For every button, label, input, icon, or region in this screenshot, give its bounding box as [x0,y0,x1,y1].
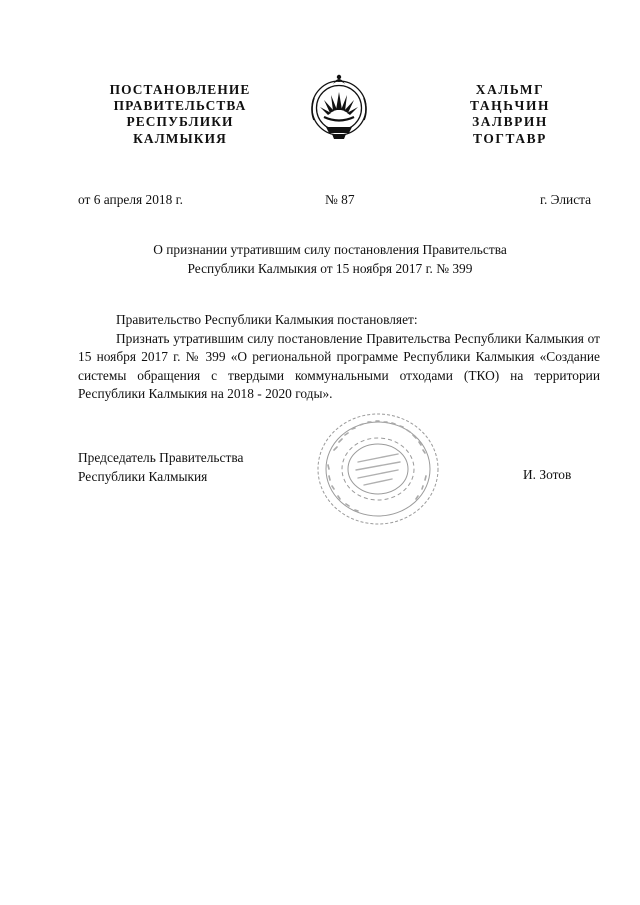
body-intro: Правительство Республики Калмыкия постановляет: [116,312,418,327]
header-right-line: ХАЛЬМГ [475,82,545,97]
signature-position [78,448,243,486]
document-number: № 87 [325,192,355,207]
header-right-line: ТОГТАВР [473,130,547,146]
document-body [78,311,600,404]
header-left-line: ПОСТАНОВЛЕНИЕ [109,82,251,97]
title-line: Республики Калмыкия от 15 ноября 2017 г. № 399 [187,261,473,276]
header-right-line: ТАҢҺЧИН [469,98,551,114]
header-left-line: КАЛМЫКИЯ [133,130,227,146]
document-date: от 6 апреля 2018 г. [78,192,183,207]
header-left [96,82,264,147]
document-city: г. Элиста [540,192,592,207]
kalmykia-emblem-icon [306,70,372,146]
header-left-line: РЕСПУБЛИКИ [126,114,234,130]
document-title [100,240,560,278]
header-right [450,82,570,147]
header-right-line: ЗАЛВРИН [472,114,548,130]
header-left-line: ПРАВИТЕЛЬСТВА [113,98,247,114]
title-line: О признании утратившим силу постановления Правительства [153,242,507,257]
signer-name: И. Зотов [523,467,572,482]
body-text: Признать утратившим силу постановление Правительства Республики Калмыкия от 15 ноября 2017 г. № 399 «О региональной программе Республики Калмыкия «Создание системы обращения с твердыми коммунальными отходами (ТКО) на территории Республики Калмыкия на 2018 - 2020 годы». [78,330,600,402]
official-seal-stamp [314,410,442,528]
signature-position-line: Председатель Правительства [78,450,244,465]
signature-position-line: Республики Калмыкия [78,469,208,484]
